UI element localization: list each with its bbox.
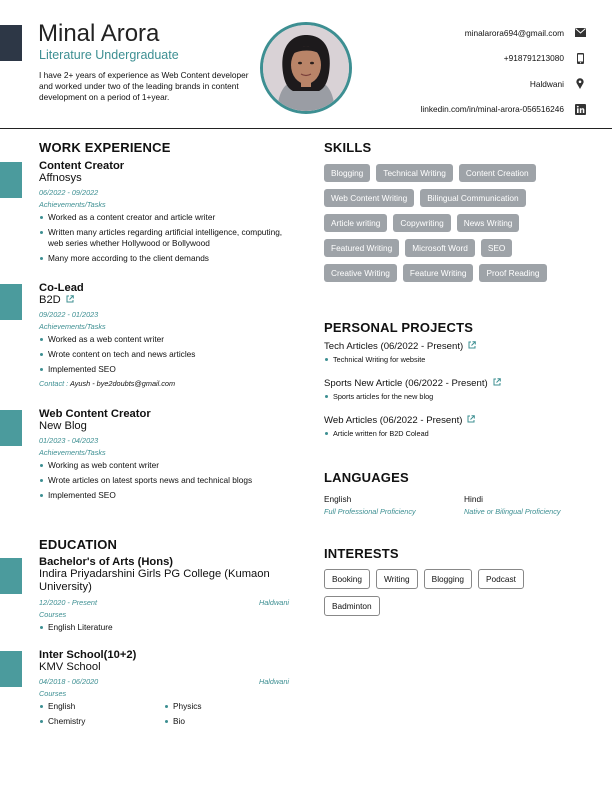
language-entry	[464, 494, 584, 516]
company-name[interactable]: B2D	[39, 294, 61, 306]
project-title[interactable]	[324, 341, 589, 352]
company-name: New Blog	[39, 420, 87, 432]
job-date-range: 09/2022 - 01/2023	[39, 310, 99, 319]
job-role: Content Creator	[39, 160, 125, 172]
education-dates	[39, 677, 289, 686]
education-entry	[39, 556, 289, 637]
education-entry	[39, 649, 289, 731]
school-name	[39, 661, 289, 673]
languages-heading: LANGUAGES	[324, 470, 409, 485]
project-entry	[324, 378, 589, 401]
course-item: Physics	[164, 701, 284, 712]
course-item: English Literature	[39, 622, 289, 633]
language-level: Native or Bilingual Proficiency	[464, 507, 561, 516]
skill-tag: Copywriting	[393, 214, 450, 232]
entry-marker	[0, 284, 22, 320]
map-pin-icon	[574, 78, 586, 90]
reference-label: Contact :	[39, 379, 69, 388]
job-date-range: 01/2023 - 04/2023	[39, 436, 99, 445]
summary-text: I have 2+ years of experience as Web Content developer and worked under two of the leading brands in content development on a period of 1+year.	[39, 70, 249, 102]
interest-tag: Blogging	[424, 569, 472, 589]
job-dates	[39, 310, 289, 319]
candidate-title: Literature Undergraduate	[39, 48, 179, 62]
skill-tag: Blogging	[324, 164, 370, 182]
contact-phone-row[interactable]	[421, 46, 586, 72]
project-title[interactable]	[324, 378, 589, 389]
degree-name: Inter School(10+2)	[39, 649, 137, 661]
job-company	[39, 172, 289, 184]
skill-tag: Web Content Writing	[324, 189, 414, 207]
task-list	[39, 212, 289, 264]
skill-tag: Microsoft Word	[405, 239, 475, 257]
interest-tag: Writing	[376, 569, 418, 589]
task-list	[39, 460, 289, 501]
project-title-text[interactable]: Sports New Article (06/2022 - Present)	[324, 378, 488, 389]
project-description: Article written for B2D Colead	[324, 429, 589, 438]
company-name: Affnosys	[39, 172, 82, 184]
projects-heading: PERSONAL PROJECTS	[324, 320, 474, 335]
entry-marker	[0, 651, 22, 687]
linkedin-icon	[574, 103, 586, 115]
school-text: Indira Priyadarshini Girls PG College (Kumaon University)	[39, 568, 270, 593]
skill-tag: Content Creation	[459, 164, 536, 182]
task-item: Working as web content writer	[39, 460, 289, 471]
skill-tag: Featured Writing	[324, 239, 399, 257]
work-entry	[39, 160, 289, 268]
skill-tag: SEO	[481, 239, 513, 257]
contact-email[interactable]: minalarora694@gmail.com	[464, 27, 564, 38]
task-item: Written many articles regarding artificial intelligence, computing, web series whether Hollywood or Bollywood	[39, 227, 289, 249]
courses-label: Courses	[39, 689, 67, 698]
education-heading: EDUCATION	[39, 537, 118, 552]
course-item: Bio	[164, 716, 284, 727]
job-company[interactable]	[39, 294, 289, 306]
tasks-label: Achievements/Tasks	[39, 200, 106, 209]
tasks-label: Achievements/Tasks	[39, 448, 106, 457]
entry-marker	[0, 410, 22, 446]
languages-list	[324, 494, 589, 516]
course-list	[39, 622, 289, 633]
entry-marker	[0, 558, 22, 594]
task-item: Many more according to the client demands	[39, 253, 289, 264]
profile-photo	[260, 22, 352, 114]
project-description: Technical Writing for website	[324, 355, 589, 364]
school-text: KMV School	[39, 661, 101, 673]
interests-heading: INTERESTS	[324, 546, 399, 561]
contact-linkedin[interactable]: linkedin.com/in/minal-arora-056516246	[420, 104, 564, 115]
reference-contact	[39, 379, 289, 388]
contact-location: Haldwani	[529, 78, 564, 89]
education-location: Haldwani	[258, 677, 289, 686]
skill-tag: Proof Reading	[479, 264, 546, 282]
skill-tag: Bilingual Communication	[420, 189, 525, 207]
courses-label: Courses	[39, 610, 67, 619]
skills-list	[324, 164, 579, 282]
skill-tag: Technical Writing	[376, 164, 453, 182]
education-location: Haldwani	[258, 598, 289, 607]
degree-name: Bachelor's of Arts (Hons)	[39, 556, 174, 568]
interests-list	[324, 569, 579, 616]
task-item: Wrote content on tech and news articles	[39, 349, 289, 360]
education-date-range: 04/2018 - 06/2020	[39, 677, 99, 686]
contact-location-row	[421, 71, 586, 97]
interest-tag: Booking	[324, 569, 370, 589]
course-item: English	[39, 701, 164, 712]
header-divider	[0, 128, 612, 129]
project-title-text[interactable]: Tech Articles (06/2022 - Present)	[324, 341, 464, 352]
project-entry	[324, 341, 589, 364]
task-item: Worked as a web content writer	[39, 334, 289, 345]
external-link-icon[interactable]	[66, 294, 74, 306]
job-dates	[39, 188, 289, 197]
work-entry	[39, 408, 289, 505]
candidate-name: Minal Arora	[38, 20, 160, 47]
skill-tag: News Writing	[457, 214, 520, 232]
job-role: Web Content Creator	[39, 408, 151, 420]
project-title[interactable]	[324, 415, 589, 426]
task-item: Wrote articles on latest sports news and technical blogs	[39, 475, 289, 486]
skill-tag: Feature Writing	[403, 264, 474, 282]
tasks-label: Achievements/Tasks	[39, 322, 106, 331]
right-column	[324, 140, 589, 616]
entry-marker	[0, 162, 22, 198]
skill-tag: Article writing	[324, 214, 387, 232]
skills-heading: SKILLS	[324, 140, 372, 155]
education-date-range: 12/2020 - Present	[39, 598, 98, 607]
contact-block	[421, 20, 586, 122]
project-description: Sports articles for the new blog	[324, 392, 589, 401]
project-entry	[324, 415, 589, 438]
language-name: Hindi	[464, 494, 483, 504]
language-level: Full Professional Proficiency	[324, 507, 416, 516]
project-title-text[interactable]: Web Articles (06/2022 - Present)	[324, 415, 463, 426]
envelope-icon	[574, 27, 586, 39]
skill-tag: Creative Writing	[324, 264, 397, 282]
contact-email-row[interactable]	[421, 20, 586, 46]
task-item: Worked as a content creator and article writer	[39, 212, 289, 223]
work-experience-heading: WORK EXPERIENCE	[39, 140, 171, 155]
school-name	[39, 568, 289, 594]
contact-linkedin-row[interactable]	[421, 97, 586, 123]
work-entry	[39, 282, 289, 388]
portrait-image	[263, 25, 349, 111]
education-dates	[39, 598, 289, 607]
contact-phone[interactable]: +918791213080	[503, 53, 564, 64]
job-dates	[39, 436, 289, 445]
language-name: English	[324, 494, 352, 504]
course-item: Chemistry	[39, 716, 164, 727]
reference-value: Ayush - bye2doubts@gmail.com	[69, 379, 176, 388]
interest-tag: Podcast	[478, 569, 524, 589]
external-link-icon[interactable]	[493, 378, 501, 389]
job-company	[39, 420, 289, 432]
job-date-range: 06/2022 - 09/2022	[39, 188, 99, 197]
header-accent-bar	[0, 25, 22, 61]
external-link-icon[interactable]	[468, 341, 476, 352]
interest-tag: Badminton	[324, 596, 380, 616]
language-entry	[324, 494, 464, 516]
course-list	[39, 701, 289, 731]
task-item: Implemented SEO	[39, 364, 289, 375]
task-item: Implemented SEO	[39, 490, 289, 501]
task-list	[39, 334, 289, 375]
external-link-icon[interactable]	[467, 415, 475, 426]
job-role: Co-Lead	[39, 282, 84, 294]
phone-icon	[574, 52, 586, 64]
